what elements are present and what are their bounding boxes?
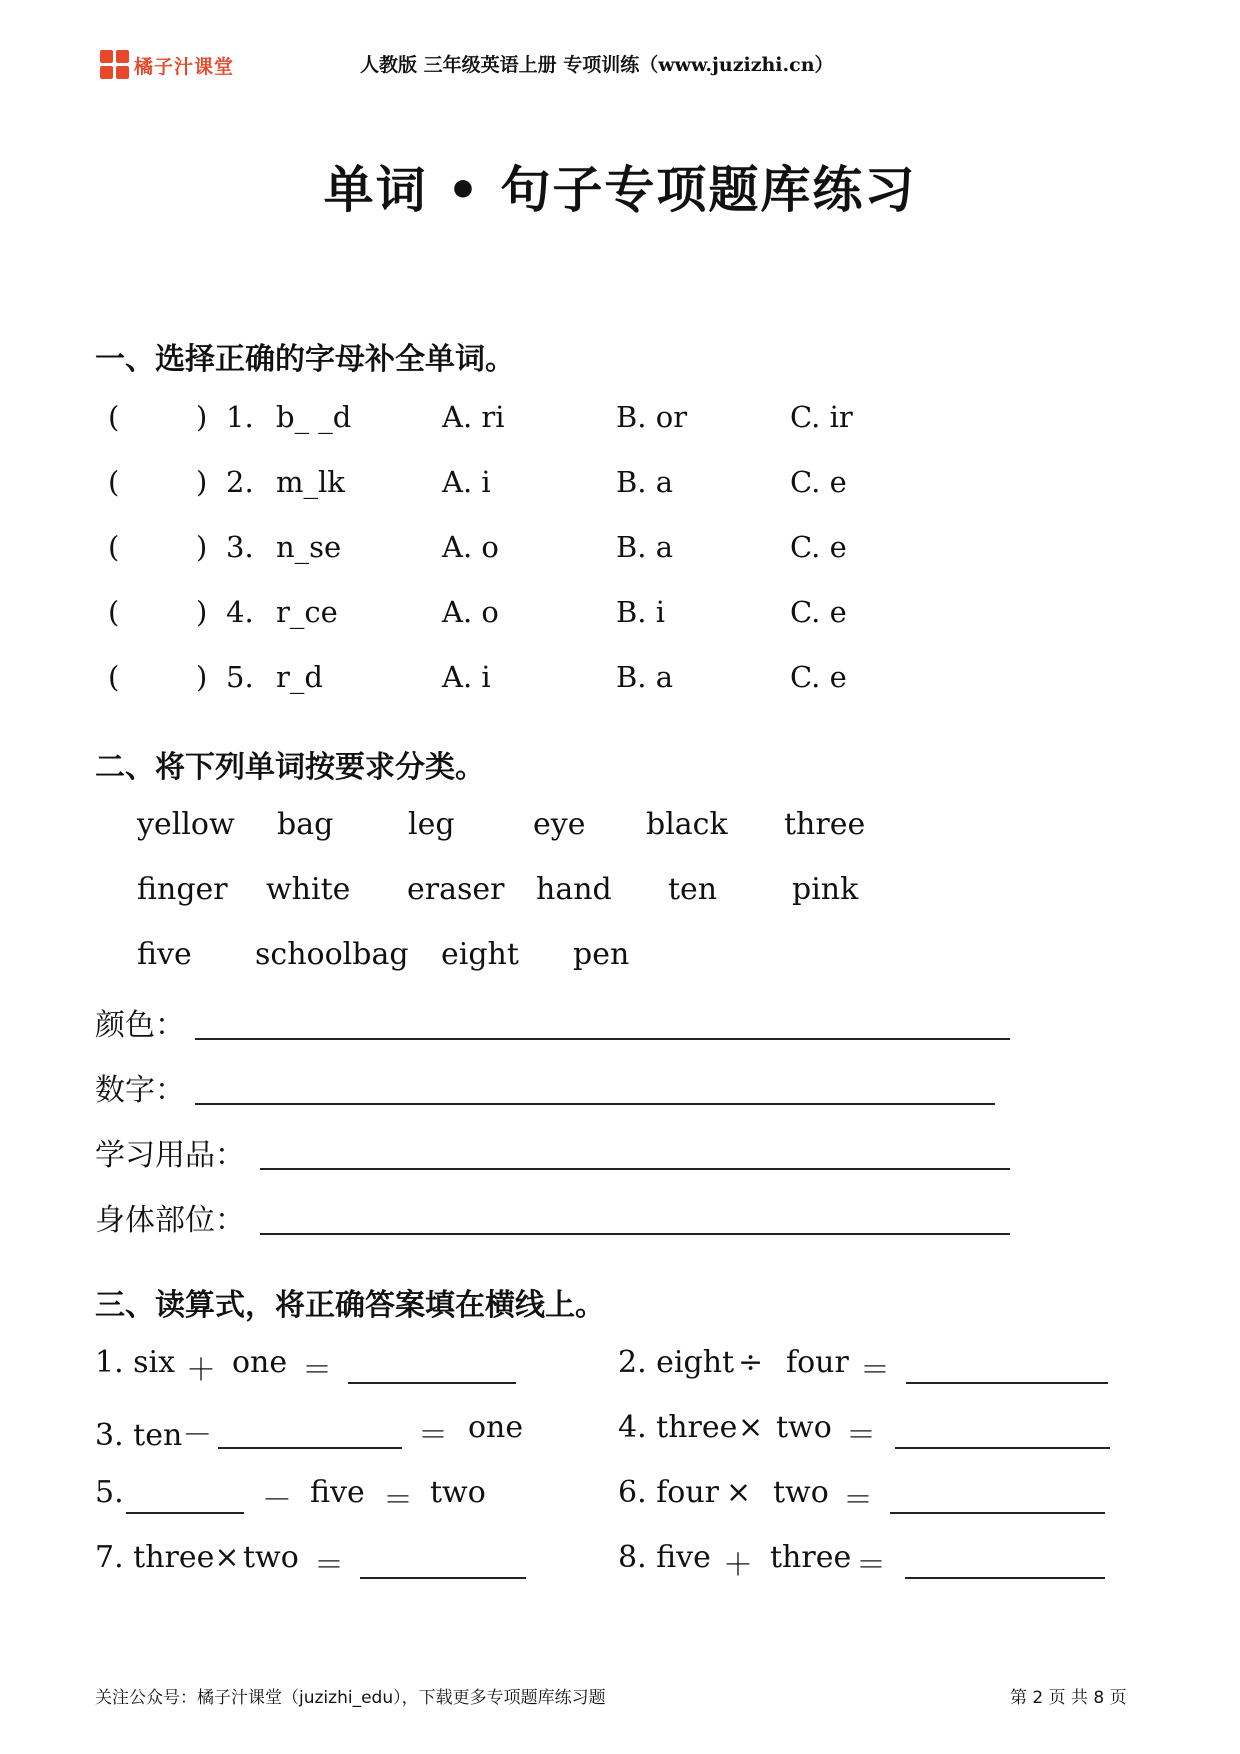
calc-equals: ＝ <box>302 1353 332 1388</box>
calc-equals: ＝ <box>314 1548 344 1583</box>
page-number: 第 2 页 共 8 页 <box>1010 1688 1127 1708</box>
calc-operator: － <box>262 1483 292 1518</box>
option-c: C. e <box>790 530 847 564</box>
calc-text: 3. ten－ <box>95 1418 213 1453</box>
category-label-school-things: 学习用品： <box>95 1138 245 1173</box>
category-label-numbers: 数字： <box>95 1073 185 1108</box>
paren-open: ( <box>108 530 120 564</box>
calc-text: two <box>776 1410 832 1445</box>
calc-operator: × <box>726 1475 752 1510</box>
question-word: n_se <box>276 530 342 564</box>
option-a: A. o <box>442 530 499 564</box>
brand-logo <box>100 48 234 82</box>
question-word: b_ _d <box>276 400 352 434</box>
answer-line-7[interactable] <box>360 1577 526 1579</box>
word-item: pen <box>573 937 630 972</box>
answer-line-8[interactable] <box>905 1577 1105 1579</box>
answer-line-school-things[interactable] <box>260 1168 1010 1170</box>
calc-operator: ÷ <box>738 1345 764 1380</box>
calc-equals: ＝ <box>860 1353 890 1388</box>
option-b: B. a <box>616 660 674 694</box>
word-item: yellow <box>137 807 235 842</box>
calc-text: 8. five <box>618 1540 711 1575</box>
question-number: 1. <box>226 400 254 434</box>
calc-operator: ＋ <box>186 1353 216 1388</box>
calc-text: 2. eight <box>618 1345 735 1380</box>
page-title: 单词 • 句子专项题库练习 <box>323 160 917 219</box>
answer-line-6[interactable] <box>890 1512 1105 1514</box>
calc-text: 5. <box>95 1475 124 1510</box>
calc-equals: ＝ <box>846 1418 876 1453</box>
option-a: A. o <box>442 595 499 629</box>
question-word: m_lk <box>276 465 345 499</box>
option-c: C. ir <box>790 400 853 434</box>
category-label-body-parts: 身体部位： <box>95 1203 245 1238</box>
word-item: pink <box>792 872 859 907</box>
question-number: 4. <box>226 595 254 629</box>
word-item: white <box>266 872 351 907</box>
option-b: B. i <box>616 595 666 629</box>
logo-icon <box>100 50 130 80</box>
option-a: A. i <box>442 660 491 694</box>
word-item: hand <box>536 872 612 907</box>
word-item: three <box>784 807 866 842</box>
calc-text: 6. four <box>618 1475 719 1510</box>
question-word: r_ce <box>276 595 338 629</box>
header-title: 人教版 三年级英语上册 专项训练（www.juzizhi.cn） <box>360 54 834 76</box>
option-a: A. i <box>442 465 491 499</box>
calc-text: five <box>310 1475 365 1510</box>
calc-operator: × <box>738 1410 764 1445</box>
question-number: 2. <box>226 465 254 499</box>
answer-line-5[interactable] <box>126 1512 244 1514</box>
answer-line-1[interactable] <box>348 1382 516 1384</box>
calc-operator: ＋ <box>723 1548 753 1583</box>
calc-text: 4. three <box>618 1410 738 1445</box>
calc-text: 1. six <box>95 1345 176 1380</box>
word-item: schoolbag <box>255 937 409 972</box>
option-b: B. a <box>616 530 674 564</box>
question-word: r_d <box>276 660 323 694</box>
word-item: leg <box>408 807 455 842</box>
answer-line-4[interactable] <box>895 1447 1110 1449</box>
category-label-colors: 颜色： <box>95 1008 185 1043</box>
option-b: B. or <box>616 400 688 434</box>
calc-text: 7. three× <box>95 1540 240 1575</box>
word-item: finger <box>137 872 228 907</box>
paren-open: ( <box>108 465 120 499</box>
calc-equals: ＝ <box>856 1548 886 1583</box>
calc-text: three <box>770 1540 852 1575</box>
word-item: eraser <box>407 872 505 907</box>
answer-line-numbers[interactable] <box>195 1103 995 1105</box>
option-a: A. ri <box>442 400 505 434</box>
option-c: C. e <box>790 660 847 694</box>
calc-text: two <box>773 1475 829 1510</box>
word-item: eight <box>441 937 519 972</box>
calc-equals: ＝ <box>843 1483 873 1518</box>
word-item: black <box>646 807 728 842</box>
section-1-title: 一、选择正确的字母补全单词。 <box>95 342 515 377</box>
answer-line-3[interactable] <box>218 1447 402 1449</box>
paren-open: ( <box>108 660 120 694</box>
question-number: 5. <box>226 660 254 694</box>
calc-text: two <box>243 1540 299 1575</box>
calc-text: four <box>786 1345 849 1380</box>
footer-note: 关注公众号：橘子汁课堂（juzizhi_edu），下载更多专项题库练习题 <box>95 1688 606 1708</box>
word-item: five <box>137 937 192 972</box>
paren-close: ) <box>196 400 208 434</box>
calc-equals: ＝ <box>383 1483 413 1518</box>
calc-text: two <box>430 1475 486 1510</box>
option-b: B. a <box>616 465 674 499</box>
calc-text: one <box>468 1410 524 1445</box>
paren-close: ) <box>196 595 208 629</box>
calc-equals: ＝ <box>418 1418 448 1453</box>
section-3-title: 三、读算式，将正确答案填在横线上。 <box>95 1288 605 1323</box>
paren-open: ( <box>108 400 120 434</box>
answer-line-2[interactable] <box>906 1382 1108 1384</box>
word-item: bag <box>277 807 334 842</box>
answer-line-colors[interactable] <box>195 1038 1010 1040</box>
calc-text: one <box>232 1345 288 1380</box>
word-item: eye <box>533 807 586 842</box>
paren-close: ) <box>196 660 208 694</box>
option-c: C. e <box>790 595 847 629</box>
paren-open: ( <box>108 595 120 629</box>
answer-line-body-parts[interactable] <box>260 1233 1010 1235</box>
logo-text: 橘子汁课堂 <box>134 55 235 78</box>
question-number: 3. <box>226 530 254 564</box>
section-2-title: 二、将下列单词按要求分类。 <box>95 750 485 785</box>
word-item: ten <box>668 872 718 907</box>
option-c: C. e <box>790 465 847 499</box>
paren-close: ) <box>196 530 208 564</box>
paren-close: ) <box>196 465 208 499</box>
